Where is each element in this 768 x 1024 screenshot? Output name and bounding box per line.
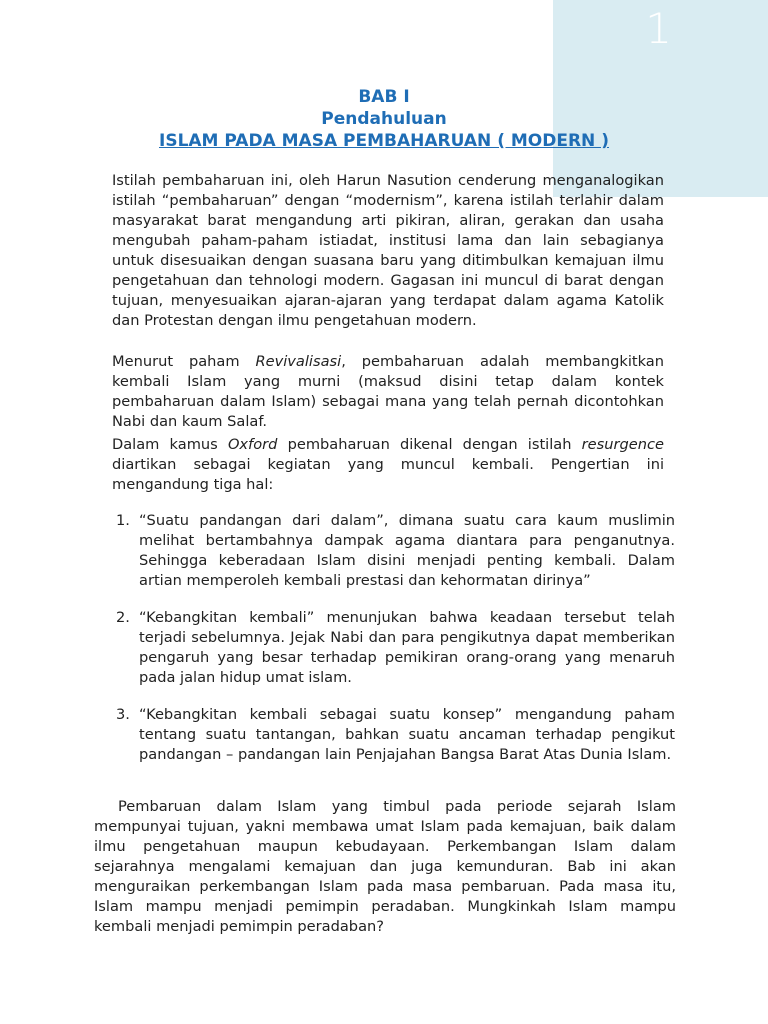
list-item — [112, 705, 675, 765]
paragraph-3-end: diartikan sebagai kegiatan yang muncul kembali. Pengertian ini mengandung tiga hal: — [112, 456, 664, 493]
list-item-text: “Kebangkitan kembali sebagai suatu konsep” mengandung paham tentang suatu tantangan, bahkan suatu ancaman terhadap pengikut pandangan – pandangan lain Penjajahan Bangsa Barat Atas Dunia Islam. — [139, 706, 675, 763]
paragraph-2 — [112, 352, 664, 432]
paragraph-4: Pembaruan dalam Islam yang timbul pada periode sejarah Islam mempunyai tujuan, yakni membawa umat Islam pada kemajuan, baik dalam ilmu pengetahuan maupun kebudayaan. Perkembangan Islam dalam sejarahnya mengalami kemajuan dan juga kemunduran. Bab ini akan menguraikan perkembangan Islam pada masa pembaruan. Pada masa itu, Islam mampu menjadi pemimpin peradaban. Mungkinkah Islam mampu kembali menjadi pemimpin peradaban? — [94, 798, 676, 935]
chapter-subtitle: Pendahuluan — [321, 109, 447, 129]
term-revivalisasi: Revivalisasi — [255, 353, 342, 370]
chapter-heading — [0, 86, 768, 152]
list-item-number: 3. — [116, 706, 130, 723]
list-item — [112, 511, 675, 591]
list-item-number: 1. — [116, 512, 130, 529]
numbered-list — [112, 511, 675, 782]
paragraph-3 — [112, 435, 664, 495]
paragraph-3-mid: pembaharuan dikenal dengan istilah — [277, 436, 582, 453]
term-oxford: Oxford — [227, 436, 278, 453]
list-item — [112, 608, 675, 688]
paragraph-2-start: Menurut paham — [112, 353, 256, 370]
page-number: 1 — [645, 4, 672, 53]
list-item-text: “Kebangkitan kembali” menunjukan bahwa keadaan tersebut telah terjadi sebelumnya. Jejak Nabi dan para pengikutnya dapat memberikan pengaruh yang besar terhadap pemikiran orang-orang yang menaruh pada jalan hidup umat islam. — [139, 609, 675, 686]
list-item-number: 2. — [116, 609, 130, 626]
list-item-text: “Suatu pandangan dari dalam”, dimana suatu cara kaum muslimin melihat bertambahnya dampak agama diantara para penganutnya. Sehingga keberadaan Islam disini menjadi penting kembali. Dalam artian memperoleh kembali prestasi dan kehormatan dirinya” — [139, 512, 675, 589]
chapter-title: ISLAM PADA MASA PEMBAHARUAN ( MODERN ) — [159, 131, 609, 151]
paragraph-1: Istilah pembaharuan ini, oleh Harun Nasution cenderung menganalogikan istilah “pembaharuan” dengan “modernism”, karena istilah terlahir dalam masyarakat barat mengandung arti pikiran, aliran, gerakan dan usaha mengubah paham-paham istiadat, institusi lama dan lain sebagianya untuk disesuaikan dengan suasana baru yang ditimbulkan kemajuan ilmu pengetahuan dan tehnologi modern. Gagasan ini muncul di barat dengan tujuan, menyesuaikan ajaran-ajaran yang terdapat dalam agama Katolik dan Protestan dengan ilmu pengetahuan modern. — [112, 172, 664, 329]
paragraph-3-start: Dalam kamus — [112, 436, 228, 453]
term-resurgence: resurgence — [581, 436, 664, 453]
chapter-label: BAB I — [358, 87, 410, 107]
paragraph-2-end: , pembaharuan adalah membangkitkan kembali Islam yang murni (maksud disini tetap dalam kontek pembaharuan dalam Islam) sebagai mana yang telah pernah dicontohkan Nabi dan kaum Salaf. — [112, 353, 664, 430]
